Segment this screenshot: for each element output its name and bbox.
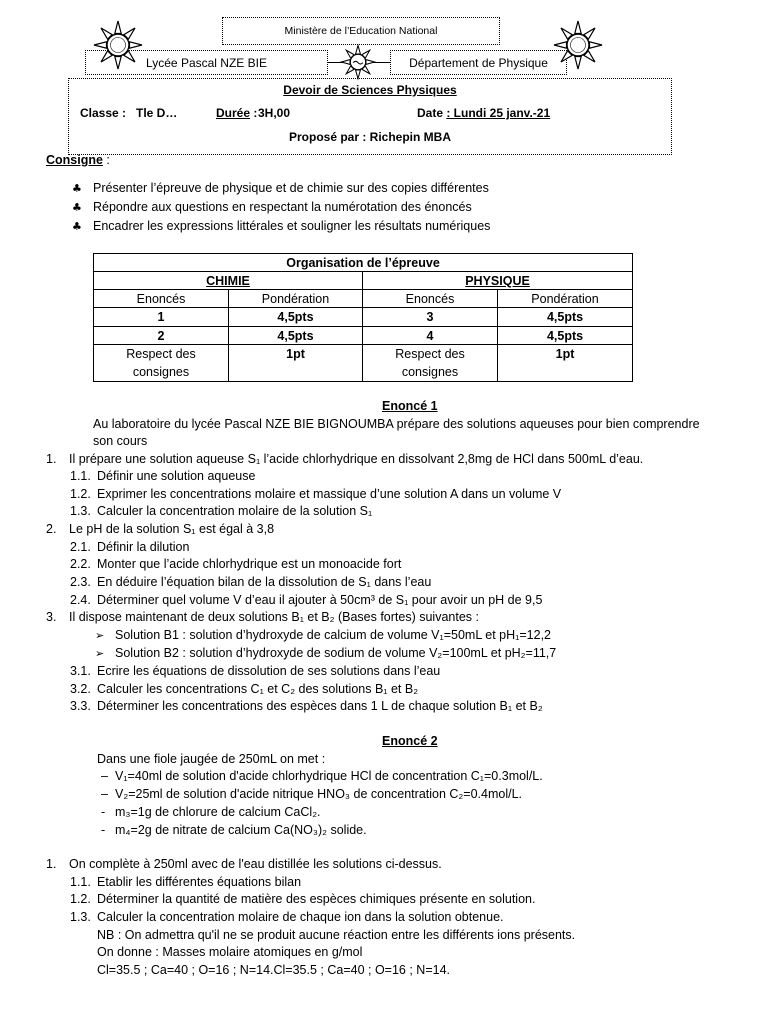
intro-text: Au laboratoire du lycée Pascal NZE BIE BIGNOUMBA prépare des solutions aqueuses pour bien comprendre [93, 417, 700, 431]
table-cell [363, 345, 498, 382]
sub-question-text: Ecrire les équations de dissolution de ses solutions dans l’eau [97, 664, 441, 678]
question [0, 609, 768, 625]
sub-question [0, 891, 768, 907]
note-line [0, 927, 768, 943]
sub-question-number: 2.3. [70, 575, 91, 589]
sub-question-text: Etablir les différentes équations bilan [97, 875, 302, 889]
table-cell: 1pt [229, 345, 363, 382]
enonce1-intro [0, 433, 768, 449]
consigne-item [0, 180, 768, 196]
sub-question [0, 698, 768, 714]
sub-question-text: Définir la dilution [97, 540, 190, 554]
exam-title: Devoir de Sciences Physiques [283, 83, 457, 97]
solution-bullet [0, 627, 768, 643]
list-item [0, 768, 768, 784]
table-cell: 4 [363, 327, 498, 345]
sub-question-number: 1.2. [70, 487, 91, 501]
note-text: NB : On admettra qu'il ne se produit aucune réaction entre les différents ions présents. [97, 928, 576, 942]
organisation-table [93, 253, 633, 382]
question-number: 1. [46, 452, 57, 466]
note-text: Cl=35.5 ; Ca=40 ; O=16 ; N=14.Cl=35.5 ; Ca=40 ; O=16 ; N=14. [97, 963, 451, 977]
date-group [417, 105, 550, 121]
table-cell: 1pt [498, 345, 633, 382]
sub-question-number: 1.1. [70, 875, 91, 889]
duration-value: 3H,00 [258, 106, 291, 120]
duration-label: Durée [216, 106, 251, 120]
section-cell-chimie [94, 272, 363, 290]
sub-question [0, 681, 768, 697]
table-cell: 4,5pts [498, 327, 633, 345]
table-cell: 3 [363, 308, 498, 327]
sun-icon [92, 19, 144, 71]
list-item-text: m₄=2g de nitrate de calcium Ca(NO₃)₂ solide. [115, 823, 367, 837]
sub-question-text: Définir une solution aqueuse [97, 469, 256, 483]
consigne-heading-group [46, 152, 110, 168]
sub-question-number: 1.1. [70, 469, 91, 483]
consigne-item-text: Présenter l’épreuve de physique et de chimie sur des copies différentes [93, 181, 489, 195]
ministry-label: Ministère de l’Education National [284, 25, 438, 37]
question-text: Le pH de la solution S₁ est égal à 3,8 [69, 522, 275, 536]
table-cell-text: Respect des consignes [126, 347, 196, 379]
author-label: Proposé par : Richepin MBA [288, 130, 452, 144]
sub-question [0, 909, 768, 925]
sub-question-text: Exprimer les concentrations molaire et massique d’une solution A dans un volume V [97, 487, 562, 501]
list-marker: - [101, 805, 106, 819]
list-marker: – [101, 787, 108, 801]
list-item-text: V₂=25ml de solution d'acide nitrique HNO₃ de concentration C₂=0.4mol/L. [115, 787, 522, 801]
sub-question-number: 2.1. [70, 540, 91, 554]
list-marker: - [101, 823, 106, 837]
column-header: Enoncés [363, 290, 498, 308]
sub-question [0, 503, 768, 519]
table-header-row [94, 290, 633, 308]
sub-question [0, 468, 768, 484]
department-label: Département de Physique [409, 55, 548, 70]
enonce1-title-row [0, 398, 768, 414]
table-cell: 2 [94, 327, 229, 345]
solution-bullet [0, 645, 768, 661]
sub-question-text: En déduire l’équation bilan de la dissolution de S₁ dans l’eau [97, 575, 432, 589]
exam-title-row [68, 82, 672, 98]
sub-question-number: 1.3. [70, 504, 91, 518]
class-value: Tle D… [136, 106, 178, 120]
author-row [68, 129, 672, 145]
sub-question-text: Déterminer la quantité de matière des espèces chimiques présente en solution. [97, 892, 536, 906]
exam-meta-row [0, 105, 768, 121]
sub-question [0, 592, 768, 608]
note-text: On donne : Masses molaire atomiques en g/mol [97, 945, 363, 959]
list-marker: – [101, 769, 108, 783]
sub-question [0, 486, 768, 502]
sub-question-text: Monter que l’acide chlorhydrique est un monoacide fort [97, 557, 402, 571]
table-row [94, 327, 633, 345]
sub-question-text: Calculer la concentration molaire de chaque ion dans la solution obtenue. [97, 910, 504, 924]
question [0, 856, 768, 872]
arrow-bullet-icon [95, 645, 104, 662]
column-header: Enoncés [94, 290, 229, 308]
sun-icon [552, 19, 604, 71]
consigne-heading [0, 152, 768, 168]
sub-question [0, 874, 768, 890]
list-item-text: V₁=40ml de solution d'acide chlorhydrique HCl de concentration C₁=0.3mol/L. [115, 769, 543, 783]
sub-question [0, 539, 768, 555]
intro-text: Dans une fiole jaugée de 250mL on met : [97, 752, 326, 766]
list-item-text: m₃=1g de chlorure de calcium CaCl₂. [115, 805, 321, 819]
sub-question-text: Déterminer quel volume V d’eau il ajouter à 50cm³ de S₁ pour avoir un pH de 9,5 [97, 593, 543, 607]
table-cell: 4,5pts [229, 327, 363, 345]
list-item [0, 786, 768, 802]
question-number: 2. [46, 522, 57, 536]
table-title: Organisation de l’épreuve [94, 254, 633, 272]
sub-question-text: Déterminer les concentrations des espèces dans 1 L de chaque solution B₁ et B₂ [97, 699, 543, 713]
club-icon [72, 218, 82, 235]
table-title-row [94, 254, 633, 272]
sub-question-number: 3.2. [70, 682, 91, 696]
consigne-item-text: Encadrer les expressions littérales et souligner les résultats numériques [93, 219, 491, 233]
consigne-label: Consigne [46, 153, 103, 167]
enonce1-intro [0, 416, 768, 432]
class-label: Classe : [80, 106, 127, 120]
sub-question [0, 663, 768, 679]
ministry-box [222, 17, 500, 45]
sub-question [0, 556, 768, 572]
sub-question [0, 574, 768, 590]
consigne-item [0, 199, 768, 215]
note-line [0, 962, 768, 978]
solution-bullet-text: Solution B1 : solution d’hydroxyde de calcium de volume V₁=50mL et pH₁=12,2 [115, 628, 552, 642]
section-cell-physique [363, 272, 633, 290]
question-number: 3. [46, 610, 57, 624]
sub-question-number: 2.4. [70, 593, 91, 607]
sub-question-number: 2.2. [70, 557, 91, 571]
intro-text: son cours [93, 434, 148, 448]
enonce2-intro [0, 751, 768, 767]
question [0, 451, 768, 467]
column-header: Pondération [498, 290, 633, 308]
question-text: Il dispose maintenant de deux solutions B₁ et B₂ (Bases fortes) suivantes : [69, 610, 479, 624]
date-value: : Lundi 25 janv.-21 [446, 106, 551, 120]
sub-question-number: 1.2. [70, 892, 91, 906]
list-item [0, 822, 768, 838]
column-header: Pondération [229, 290, 363, 308]
sun-icon [340, 44, 376, 80]
table-cell-text: Respect des consignes [395, 347, 465, 379]
question [0, 521, 768, 537]
duration-group [216, 105, 257, 121]
club-icon [72, 199, 82, 216]
sub-question-number: 3.3. [70, 699, 91, 713]
table-cell: 4,5pts [498, 308, 633, 327]
consigne-suffix: : [102, 153, 110, 167]
table-row [94, 308, 633, 327]
list-item [0, 804, 768, 820]
sub-question-number: 3.1. [70, 664, 91, 678]
sub-question-text: Calculer la concentration molaire de la solution S₁ [97, 504, 373, 518]
date-label: Date [417, 106, 447, 120]
enonce1-title: Enoncé 1 [382, 399, 438, 413]
consigne-item-text: Répondre aux questions en respectant la numérotation des énoncés [93, 200, 472, 214]
question-text: Il prépare une solution aqueuse S₁ l’acide chlorhydrique en dissolvant 2,8mg de HCl dans 500mL d’eau. [69, 452, 644, 466]
section-label: PHYSIQUE [465, 273, 530, 288]
table-cell [94, 345, 229, 382]
table-section-row [94, 272, 633, 290]
solution-bullet-text: Solution B2 : solution d’hydroxyde de sodium de volume V₂=100mL et pH₂=11,7 [115, 646, 557, 660]
question-text: On complète à 250ml avec de l'eau distillée les solutions ci-dessus. [69, 857, 442, 871]
club-icon [72, 180, 82, 197]
enonce2-title: Enoncé 2 [382, 734, 438, 748]
table-cell: 4,5pts [229, 308, 363, 327]
arrow-bullet-icon [95, 627, 104, 644]
table-cell: 1 [94, 308, 229, 327]
sub-question-text: Calculer les concentrations C₁ et C₂ des solutions B₁ et B₂ [97, 682, 419, 696]
question-number: 1. [46, 857, 57, 871]
duration-separator: : [250, 106, 258, 120]
table-row [94, 345, 633, 382]
section-label: CHIMIE [206, 273, 250, 288]
enonce2-title-row [0, 733, 768, 749]
note-line [0, 944, 768, 960]
school-label: Lycée Pascal NZE BIE [146, 55, 267, 70]
sub-question-number: 1.3. [70, 910, 91, 924]
department-box [390, 50, 567, 75]
consigne-item [0, 218, 768, 234]
